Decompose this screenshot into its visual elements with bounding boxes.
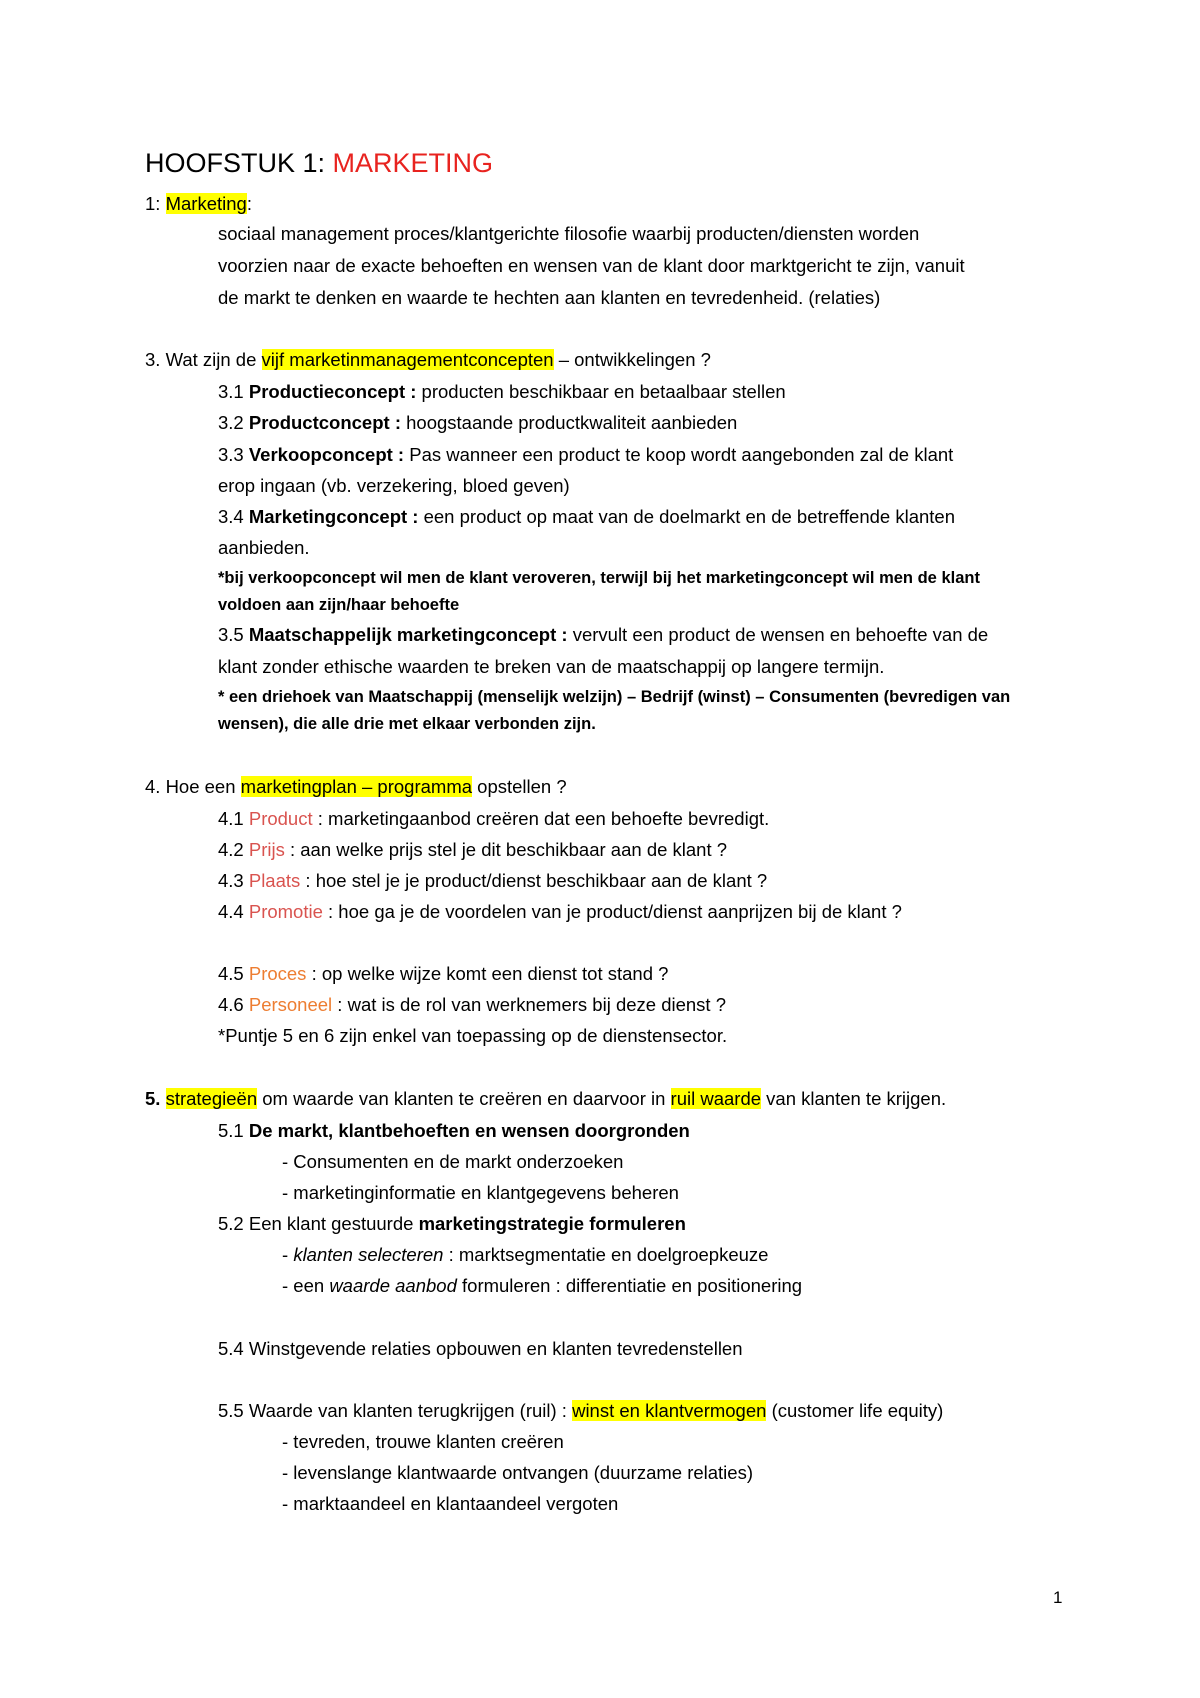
item-term: De markt, klantbehoeften en wensen doorgronden <box>248 1120 690 1141</box>
strategy-item <box>218 1399 943 1423</box>
title-accent: MARKETING <box>332 148 494 178</box>
item-number: 4.1 <box>218 808 249 829</box>
bullet-dash: - een <box>282 1275 330 1296</box>
heading-text: – ontwikkelingen ? <box>553 349 711 370</box>
item-number: 5.4 <box>218 1338 249 1359</box>
item-term: Productieconcept : <box>248 381 417 402</box>
concept-item <box>218 443 953 467</box>
concept-item <box>218 505 955 529</box>
strategy-item <box>218 1212 686 1236</box>
item-number: 4.6 <box>218 994 249 1015</box>
colon: : <box>246 193 252 214</box>
marketing-mix-item <box>218 838 727 862</box>
definition-line: sociaal management proces/klantgerichte filosofie waarbij producten/diensten worden <box>218 223 920 244</box>
item-number: 5.1 <box>218 1120 249 1141</box>
concept-item-continuation: klant zonder ethische waarden te breken van de maatschappij op langere termijn. <box>218 656 885 677</box>
sub-bullet: - levenslange klantwaarde ontvangen (duurzame relaties) <box>282 1462 753 1483</box>
highlighted-term: vijf marketinmanagementconcepten <box>261 349 554 370</box>
item-number: 3.3 <box>218 444 249 465</box>
item-text: : op welke wijze komt een dienst tot stand ? <box>306 963 669 984</box>
highlighted-term: marketingplan – programma <box>240 776 473 797</box>
marketing-mix-item <box>218 900 902 924</box>
item-number: 5.5 <box>218 1400 249 1421</box>
item-term: Verkoopconcept : <box>248 444 405 465</box>
item-keyword: Plaats <box>248 870 301 891</box>
sub-bullet <box>282 1243 768 1267</box>
definition-line: de markt te denken en waarde te hechten aan klanten en tevredenheid. (relaties) <box>218 287 881 308</box>
note-line: wensen), die alle drie met elkaar verbonden zijn. <box>218 715 596 733</box>
item-text: : hoe stel je je product/dienst beschikbaar aan de klant ? <box>300 870 768 891</box>
strategy-item <box>218 1119 690 1143</box>
item-number: 3.5 <box>218 624 249 645</box>
title-prefix: HOOFSTUK 1: <box>145 148 333 178</box>
item-keyword: Promotie <box>248 901 323 922</box>
item-number: 4.4 <box>218 901 249 922</box>
concept-item-continuation: aanbieden. <box>218 537 310 558</box>
item-number: 3.4 <box>218 506 249 527</box>
concept-item-continuation: erop ingaan (vb. verzekering, bloed geven) <box>218 475 570 496</box>
section-number: 1: <box>145 193 166 214</box>
item-text: : wat is de rol van werknemers bij deze dienst ? <box>332 994 726 1015</box>
item-text: Winstgevende relaties opbouwen en klanten tevredenstellen <box>248 1338 743 1359</box>
concept-item <box>218 380 786 404</box>
item-term: marketingstrategie formuleren <box>418 1213 686 1234</box>
marketing-mix-item <box>218 807 769 831</box>
item-text: Waarde van klanten terugkrijgen (ruil) : <box>248 1400 573 1421</box>
item-text: vervult een product de wensen en behoefte van de <box>567 624 989 645</box>
item-text: Een klant gestuurde <box>248 1213 419 1234</box>
item-term: Maatschappelijk marketingconcept : <box>248 624 568 645</box>
item-text: : hoe ga je de voordelen van je product/dienst aanprijzen bij de klant ? <box>322 901 902 922</box>
item-keyword: Personeel <box>248 994 333 1015</box>
page-number: 1 <box>1053 1588 1063 1607</box>
item-term: Productconcept : <box>248 412 401 433</box>
sub-bullet: - tevreden, trouwe klanten creëren <box>282 1431 564 1452</box>
note-line: * een driehoek van Maatschappij (menselijk welzijn) – Bedrijf (winst) – Consumenten (bevredigen van <box>218 688 1011 706</box>
item-number: 4.2 <box>218 839 249 860</box>
heading-text: om waarde van klanten te creëren en daarvoor in <box>257 1088 671 1109</box>
highlighted-term: strategieën <box>165 1088 258 1109</box>
heading-text: 4. Hoe een <box>145 776 241 797</box>
item-number: 4.3 <box>218 870 249 891</box>
item-keyword: Prijs <box>248 839 285 860</box>
highlighted-term: Marketing <box>165 193 247 214</box>
heading-text: van klanten te krijgen. <box>761 1088 947 1109</box>
sub-bullet: - marketinginformatie en klantgegevens beheren <box>282 1182 679 1203</box>
item-text: producten beschikbaar en betaalbaar stellen <box>416 381 786 402</box>
item-number: 3.2 <box>218 412 249 433</box>
marketing-mix-item <box>218 962 668 986</box>
item-keyword: Product <box>248 808 313 829</box>
italic-term: waarde aanbod <box>329 1275 457 1296</box>
item-number: 3.1 <box>218 381 249 402</box>
note-line: *bij verkoopconcept wil men de klant veroveren, terwijl bij het marketingconcept wil men de klant <box>218 569 980 587</box>
sub-bullet: - marktaandeel en klantaandeel vergoten <box>282 1493 619 1514</box>
highlighted-term: winst en klantvermogen <box>572 1400 767 1421</box>
item-text: : aan welke prijs stel je dit beschikbaar aan de klant ? <box>284 839 728 860</box>
marketing-mix-item <box>218 869 767 893</box>
sub-bullet: - Consumenten en de markt onderzoeken <box>282 1151 624 1172</box>
section-number: 5. <box>145 1088 166 1109</box>
heading-text: opstellen ? <box>472 776 567 797</box>
sub-bullet <box>282 1274 802 1298</box>
strategy-item <box>218 1337 743 1361</box>
highlighted-term: ruil waarde <box>670 1088 762 1109</box>
definition-line: voorzien naar de exacte behoeften en wensen van de klant door marktgericht te zijn, vanuit <box>218 255 965 276</box>
item-number: 5.2 <box>218 1213 249 1234</box>
section-4-heading <box>145 775 567 799</box>
item-number: 4.5 <box>218 963 249 984</box>
note-line: voldoen aan zijn/haar behoefte <box>218 596 460 614</box>
bullet-dash: - <box>282 1244 294 1265</box>
section-5-heading <box>145 1087 946 1111</box>
item-text: Pas wanneer een product te koop wordt aangebonden zal de klant <box>404 444 954 465</box>
item-keyword: Proces <box>248 963 307 984</box>
item-text: een product op maat van de doelmarkt en de betreffende klanten <box>418 506 955 527</box>
concept-item <box>218 623 988 647</box>
item-text: : marketingaanbod creëren dat een behoefte bevredigt. <box>312 808 770 829</box>
section-3-heading <box>145 348 711 372</box>
item-text: hoogstaande productkwaliteit aanbieden <box>400 412 738 433</box>
note-line: *Puntje 5 en 6 zijn enkel van toepassing op de dienstensector. <box>218 1025 728 1046</box>
bullet-text: : marktsegmentatie en doelgroepkeuze <box>443 1244 769 1265</box>
bullet-text: formuleren : differentiatie en positionering <box>456 1275 803 1296</box>
chapter-title <box>145 146 493 180</box>
item-term: Marketingconcept : <box>248 506 419 527</box>
marketing-mix-item <box>218 993 726 1017</box>
section-1-heading <box>145 192 252 216</box>
item-text: (customer life equity) <box>766 1400 944 1421</box>
heading-text: 3. Wat zijn de <box>145 349 262 370</box>
italic-term: klanten selecteren <box>293 1244 444 1265</box>
concept-item <box>218 411 737 435</box>
